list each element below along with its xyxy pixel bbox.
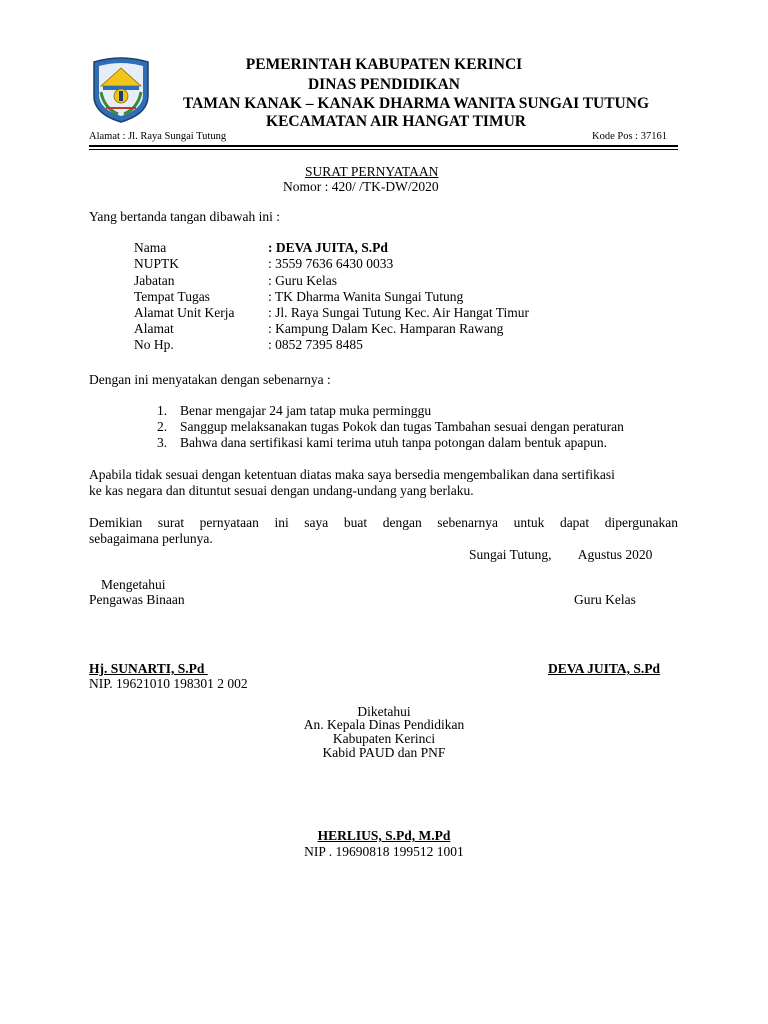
letterhead-rule-thick	[89, 145, 678, 147]
sign-left-nip: NIP. 19621010 198301 2 002	[89, 676, 248, 691]
sign-center-line-1: Diketahui	[357, 704, 411, 719]
identity-label: Alamat Unit Kerja	[134, 305, 235, 320]
sign-center-line-3: Kabupaten Kerinci	[332, 731, 436, 746]
sign-left-label-1: Mengetahui	[101, 577, 166, 592]
letterhead-line-1: PEMERINTAH KABUPATEN KERINCI	[245, 56, 523, 73]
identity-value: : 3559 7636 6430 0033	[268, 256, 394, 271]
list-item-number: 3.	[157, 435, 168, 450]
sign-center-name: HERLIUS, S.Pd, M.Pd	[317, 828, 451, 843]
identity-label: Tempat Tugas	[134, 289, 210, 304]
sign-left-name: Hj. SUNARTI, S.Pd	[89, 661, 208, 676]
letterhead-line-3: TAMAN KANAK – KANAK DHARMA WANITA SUNGAI TUTUNG	[182, 95, 650, 112]
identity-label: NUPTK	[134, 256, 180, 271]
place-date: Sungai Tutung, Agustus 2020	[469, 547, 653, 562]
identity-value: : Jl. Raya Sungai Tutung Kec. Air Hangat Timur	[268, 305, 530, 320]
identity-value: : Kampung Dalam Kec. Hamparan Rawang	[268, 321, 504, 336]
letterhead-line-4: KECAMATAN AIR HANGAT TIMUR	[266, 113, 526, 130]
statement-intro: Dengan ini menyatakan dengan sebenarnya :	[89, 372, 331, 387]
list-item-text: Benar mengajar 24 jam tatap muka perminggu	[180, 403, 432, 418]
identity-label: No Hp.	[134, 337, 174, 352]
identity-label: Nama	[134, 240, 167, 255]
paragraph-2-line-1: Demikian surat pernyataan ini saya buat dengan sebenarnya untuk dapat dipergunakan	[89, 515, 678, 530]
sign-center-line-2: An. Kepala Dinas Pendidikan	[303, 717, 465, 732]
sign-right-label: Guru Kelas	[574, 592, 636, 607]
letterhead-rule-thin	[89, 149, 678, 150]
sign-right-name: DEVA JUITA, S.Pd	[548, 661, 661, 676]
letterhead-line-2: DINAS PENDIDIKAN	[307, 76, 460, 93]
identity-label: Alamat	[134, 321, 174, 336]
letterhead-address: Alamat : Jl. Raya Sungai Tutung	[89, 131, 227, 142]
document-title: SURAT PERNYATAAN	[305, 164, 439, 179]
intro-text: Yang bertanda tangan dibawah ini :	[89, 209, 280, 224]
sign-center-nip: NIP . 19690818 199512 1001	[304, 844, 464, 859]
document-number: Nomor : 420/ /TK-DW/2020	[283, 179, 439, 194]
identity-value: : TK Dharma Wanita Sungai Tutung	[268, 289, 464, 304]
identity-value: : Guru Kelas	[268, 273, 337, 288]
list-item-number: 1.	[157, 403, 168, 418]
sign-center-line-4: Kabid PAUD dan PNF	[322, 745, 446, 760]
identity-value: : 0852 7395 8485	[268, 337, 363, 352]
paragraph-1-line-2: ke kas negara dan dituntut sesuai dengan undang-undang yang berlaku.	[89, 483, 474, 498]
paragraph-2-line-2: sebagaimana perlunya.	[89, 531, 213, 546]
paragraph-1-line-1: Apabila tidak sesuai dengan ketentuan diatas maka saya bersedia mengembalikan dana sertifikasi	[89, 467, 615, 482]
list-item-number: 2.	[157, 419, 168, 434]
identity-value: : DEVA JUITA, S.Pd	[268, 240, 388, 255]
list-item-text: Bahwa dana sertifikasi kami terima utuh tanpa potongan dalam bentuk apapun.	[180, 435, 607, 450]
letterhead-postcode: Kode Pos : 37161	[592, 131, 667, 142]
sign-left-label-2: Pengawas Binaan	[89, 592, 185, 607]
identity-label: Jabatan	[134, 273, 175, 288]
list-item-text: Sanggup melaksanakan tugas Pokok dan tugas Tambahan sesuai dengan peraturan	[180, 419, 624, 434]
